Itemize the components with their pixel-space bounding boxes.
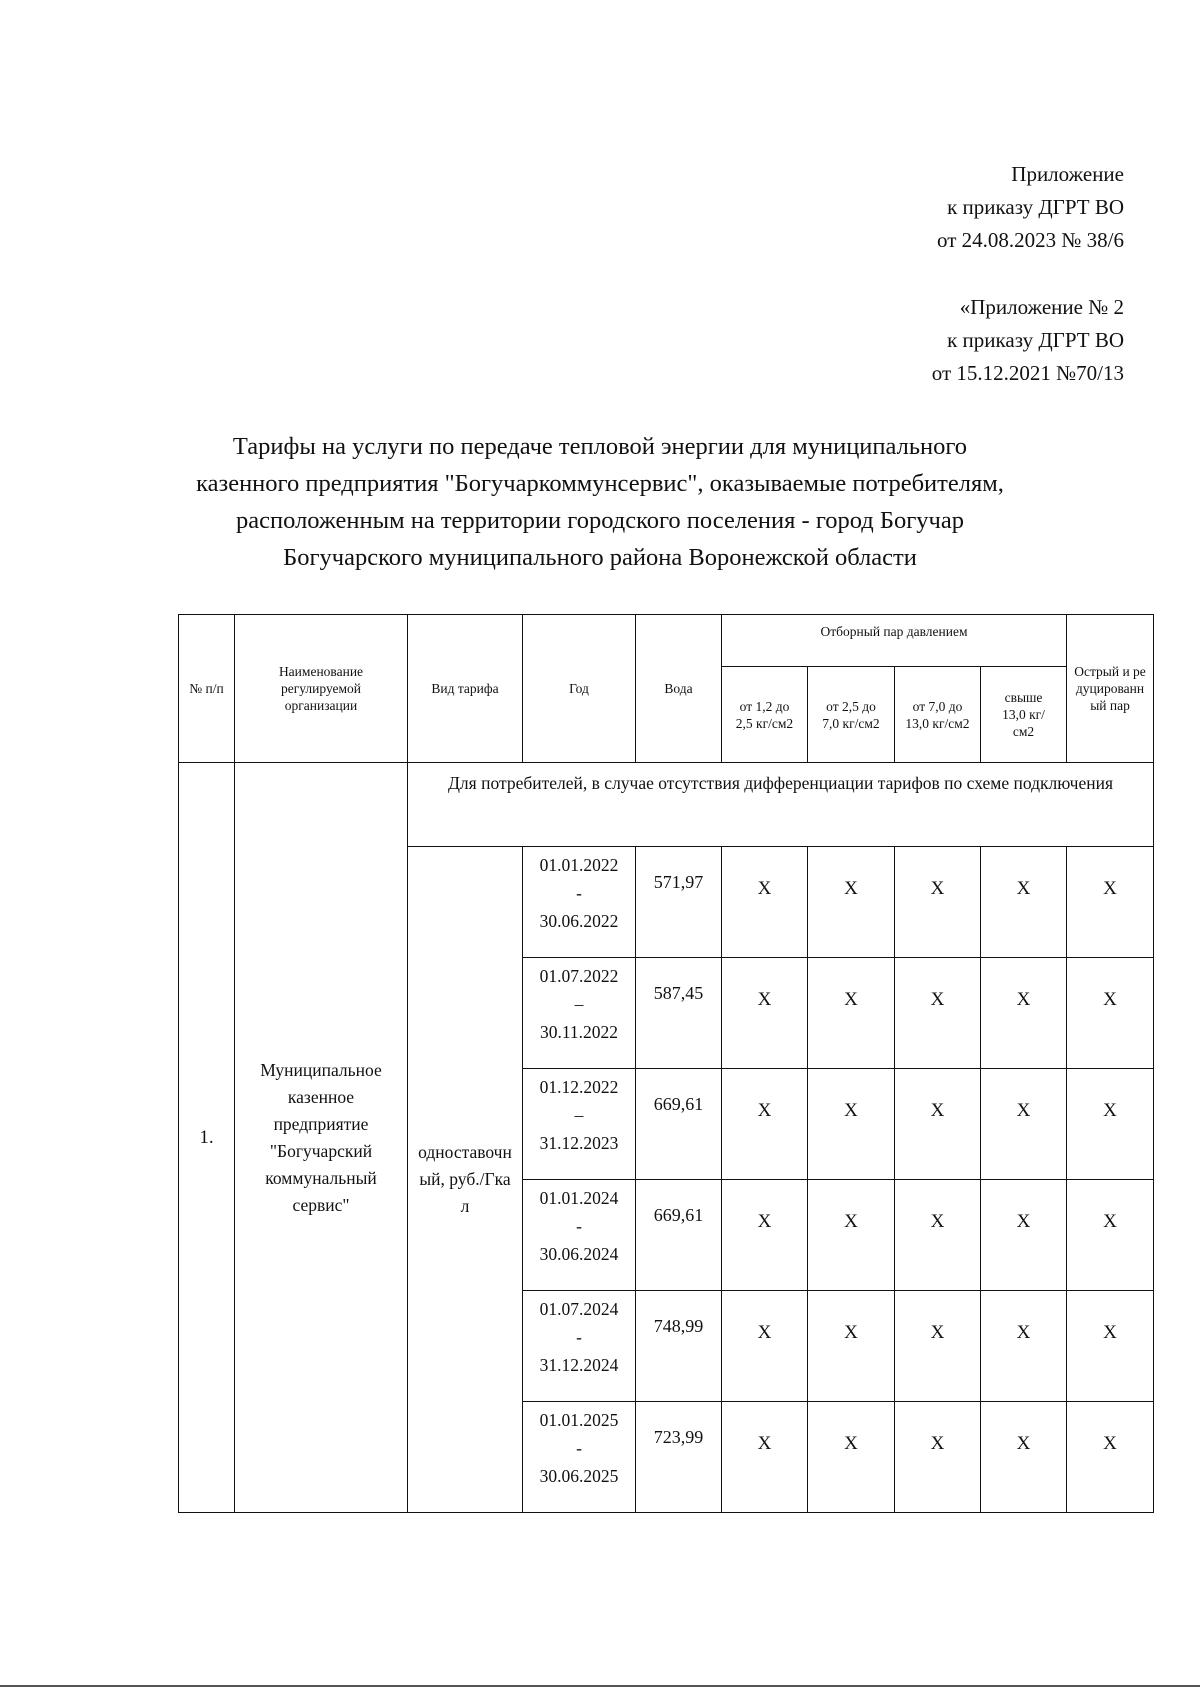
period-start: 01.07.2022: [539, 966, 619, 986]
water-tariff: 587,45: [636, 958, 722, 1069]
header-steam-1: от 1,2 до 2,5 кг/см2: [722, 667, 808, 763]
title-line: расположенным на территории городского поселения - город Богучар: [236, 507, 964, 534]
appendix-line: от 24.08.2023 № 38/6: [936, 228, 1124, 252]
appendix-line: Приложение: [1011, 162, 1124, 186]
period-cell: [523, 1402, 636, 1513]
sharp-steam-value: Х: [1067, 1180, 1154, 1291]
period-cell: [523, 1069, 636, 1180]
header-org: Наименование регулируемой организации: [235, 615, 408, 763]
document-title: [150, 428, 1050, 576]
header-row: [179, 615, 1154, 667]
period-start: 01.12.2022: [539, 1077, 619, 1097]
header-year: Год: [523, 615, 636, 763]
period-cell: [523, 1180, 636, 1291]
scan-edge-divider: [0, 1685, 1200, 1687]
steam-4-value: Х: [981, 958, 1067, 1069]
header-water: Вода: [636, 615, 722, 763]
steam-3-value: Х: [895, 1069, 981, 1180]
period-separator: -: [576, 1438, 582, 1458]
period-cell: [523, 1291, 636, 1402]
period-end: 30.06.2022: [539, 911, 619, 931]
steam-4-value: Х: [981, 1291, 1067, 1402]
period-cell: [523, 958, 636, 1069]
period-end: 31.12.2024: [539, 1355, 619, 1375]
row-number: 1.: [179, 763, 235, 1513]
period-end: 31.12.2023: [539, 1133, 619, 1153]
steam-2-value: Х: [808, 1291, 895, 1402]
steam-2-value: Х: [808, 847, 895, 958]
period-separator: -: [576, 1216, 582, 1236]
sharp-steam-value: Х: [1067, 847, 1154, 958]
water-tariff: 669,61: [636, 1069, 722, 1180]
sharp-steam-value: Х: [1067, 1402, 1154, 1513]
steam-2-value: Х: [808, 1402, 895, 1513]
period-start: 01.01.2024: [539, 1188, 619, 1208]
appendix-line: к приказу ДГРТ ВО: [947, 195, 1124, 219]
title-line: Богучарского муниципального района Воронежской области: [283, 544, 917, 571]
steam-2-value: Х: [808, 958, 895, 1069]
period-separator: -: [576, 1327, 582, 1347]
header-sharp-steam: Острый и редуцированный пар: [1067, 615, 1154, 763]
steam-2-value: Х: [808, 1069, 895, 1180]
original-appendix-reference: [932, 291, 1124, 390]
header-steam-3: от 7,0 до 13,0 кг/см2: [895, 667, 981, 763]
period-separator: -: [576, 883, 582, 903]
steam-1-value: Х: [722, 958, 808, 1069]
subheader-row: [179, 763, 1154, 847]
title-line: казенного предприятия "Богучаркоммунсервис", оказываемые потребителям,: [196, 470, 1004, 497]
header-steam-4: свыше 13,0 кг/см2: [981, 667, 1067, 763]
steam-1-value: Х: [722, 1402, 808, 1513]
sharp-steam-value: Х: [1067, 1291, 1154, 1402]
steam-4-value: Х: [981, 1180, 1067, 1291]
water-tariff: 669,61: [636, 1180, 722, 1291]
steam-4-value: Х: [981, 1402, 1067, 1513]
sharp-steam-value: Х: [1067, 1069, 1154, 1180]
sharp-steam-value: Х: [1067, 958, 1154, 1069]
period-cell: [523, 847, 636, 958]
period-end: 30.06.2025: [539, 1466, 619, 1486]
period-separator: –: [574, 1105, 584, 1125]
period-start: 01.01.2025: [539, 1410, 619, 1430]
steam-1-value: Х: [722, 1291, 808, 1402]
period-separator: –: [574, 994, 584, 1014]
period-end: 30.06.2024: [539, 1244, 619, 1264]
steam-4-value: Х: [981, 847, 1067, 958]
appendix-line: от 15.12.2021 №70/13: [931, 361, 1124, 385]
steam-4-value: Х: [981, 1069, 1067, 1180]
organization-name: Муниципальное казенное предприятие "Богучарский коммунальный сервис": [235, 763, 408, 1513]
appendix-line: «Приложение № 2: [959, 295, 1124, 319]
steam-1-value: Х: [722, 847, 808, 958]
header-steam-2: от 2,5 до 7,0 кг/см2: [808, 667, 895, 763]
appendix-reference: [937, 158, 1124, 257]
title-line: Тарифы на услуги по передаче тепловой энергии для муниципального: [232, 433, 968, 460]
steam-3-value: Х: [895, 1180, 981, 1291]
steam-3-value: Х: [895, 847, 981, 958]
steam-3-value: Х: [895, 1291, 981, 1402]
water-tariff: 723,99: [636, 1402, 722, 1513]
water-tariff: 571,97: [636, 847, 722, 958]
period-end: 30.11.2022: [539, 1022, 619, 1042]
header-tariff-type: Вид тарифа: [408, 615, 523, 763]
period-start: 01.01.2022: [539, 855, 619, 875]
steam-3-value: Х: [895, 1402, 981, 1513]
tariff-type: одноставочный, руб./Гкал: [408, 847, 523, 1513]
period-start: 01.07.2024: [539, 1299, 619, 1319]
steam-1-value: Х: [722, 1069, 808, 1180]
water-tariff: 748,99: [636, 1291, 722, 1402]
appendix-line: к приказу ДГРТ ВО: [947, 328, 1124, 352]
header-steam-group: Отборный пар давлением: [722, 615, 1067, 667]
tariffs-table: [178, 614, 1154, 1513]
consumer-category: Для потребителей, в случае отсутствия дифференциации тарифов по схеме подключения: [408, 763, 1154, 847]
header-num: № п/п: [179, 615, 235, 763]
steam-2-value: Х: [808, 1180, 895, 1291]
steam-3-value: Х: [895, 958, 981, 1069]
steam-1-value: Х: [722, 1180, 808, 1291]
